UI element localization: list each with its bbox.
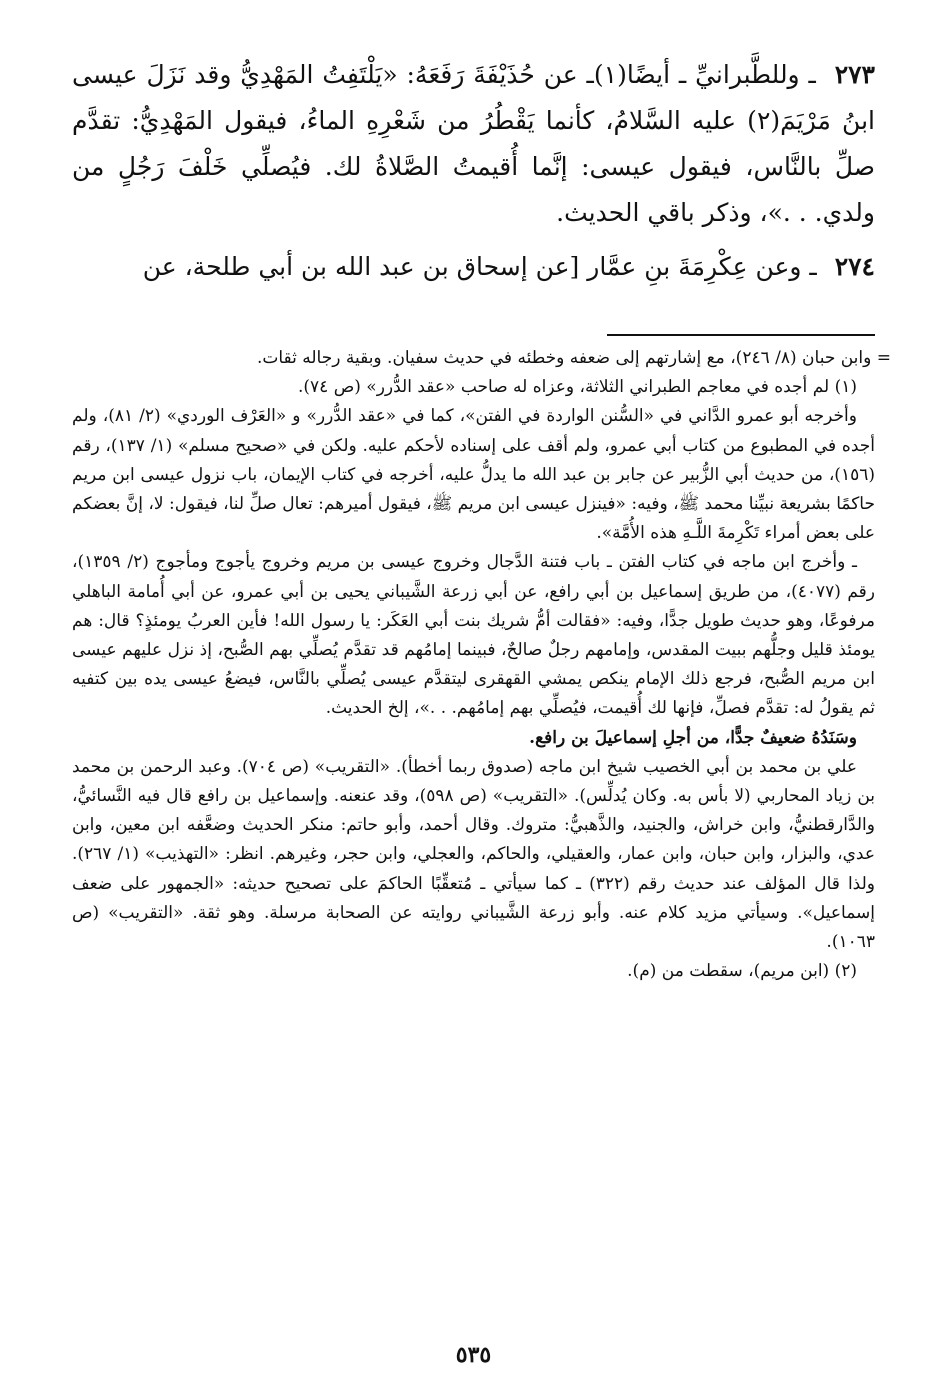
footnote-1: (١) لم أجده في معاجم الطبراني الثلاثة، وعزاه له صاحب «عقد الدُّرر» (ص ٧٤). [298,377,857,398]
hadith-number: ٢٧٣ [834,60,875,89]
hadith-273 [72,52,875,236]
footnote-1-paragraph: وأخرجه أبو عمرو الدَّاني في «السُّنن الواردة في الفتن»، كما في «عقد الدُّرر» و «العَرْف الوردي» (٢/ ٨١)، ولم أجده في المطبوع من كتاب أبي عمرو، ولم أقف على إسناده لأحكم عليه. ولكن في «صحيح مسلم» (١/ ١٣٧)، رقم (١٥٦)، من حديث أبي الزُّبير عن جابر بن عبد الله ما يدلُّ عليه، أخرجه في كتاب الإيمان، باب نزول عيسى ابن مريم حاكمًا بشريعة نبيِّنا محمد ﷺ، وفيه: «فينزل عيسى ابن مريم ﷺ، فيقول أميرهم: تعال صلِّ لنا، فيقول: لا، إنَّ بعضكم على بعض أمراء تَكْرِمةَ اللَّـهِ هذه الأُمَّة». [72,406,875,544]
book-page [72,52,891,1373]
footnotes [72,344,891,986]
footnote-1-paragraph: علي بن محمد بن أبي الخصيب شيخ ابن ماجه (صدوق ربما أخطأ). «التقريب» (ص ٧٠٤). وعبد الرحمن بن محمد بن زياد المحاربي (لا بأس به. وكان يُدلِّس). «التقريب» (ص ٥٩٨)، وقد عنعنه. وإسماعيل بن رافع قال فيه النَّسائيُّ، والدَّارقطنيُّ، وابن خراش، والجنيد، والذَّهبيُّ: متروك. وقال أحمد، وأبو حاتم: منكر الحديث وضعَّفه ابن معين، وابن عدي، والبزار، وابن حبان، وابن عمار، والعقيلي، والحاكم، والعجلي، وابن حجر، وغيرهم. انظر: «التهذيب» (١/ ٢٦٧). ولذا قال المؤلف عند حديث رقم (٣٢٢) ـ كما سيأتي ـ مُتعقِّبًا الحاكمَ على تصحيح حديثه: «الجمهور على ضعف إسماعيل». وسيأتي مزيد كلام عنه. وأبو زرعة الشَّيباني روايته عن الصحابة مرسلة. وهو ثقة. «التقريب» (ص ١٠٦٣). [72,756,875,953]
footnote-divider [607,334,875,336]
footnote-1-verdict: وسَنَدُهُ ضعيفٌ جدًّا، من أجلِ إسماعيلَ بن رافع. [529,727,857,748]
hadith-text: ـ وعن عِكْرِمَةَ بنِ عمَّار [عن إسحاق بن عبد الله بن أبي طلحة، عن [142,252,817,281]
hadith-number: ٢٧٤ [834,252,875,281]
hadith-274 [72,244,875,290]
footnote-continuation: = وابن حبان (٨/ ٢٤٦)، مع إشارتهم إلى ضعفه وخطئه في حديث سفيان. وبقية رجاله ثقات. [256,348,891,368]
page-number: ٥٣٥ [455,1342,492,1368]
footnote-1-paragraph: ـ وأخرج ابن ماجه في كتاب الفتن ـ باب فتنة الدَّجال وخروج عيسى بن مريم وخروج يأجوج ومأجوج (٢/ ١٣٥٩)، رقم (٤٠٧٧)، من طريق إسماعيل بن أبي رافع، عن أبي زرعة الشَّيباني يحيى بن أبي عمرو، عن أبي أُمامة الباهلي مرفوعًا، وهو حديث طويل جدًّا، وفيه: «فقالت أمُّ شريك بنت أبي العَكَر: يا رسول الله! فأين العربُ يومئذٍ؟ قال: هم يومئذ قليل وجلُّهم ببيت المقدس، وإمامهم رجلٌ صالحٌ، فبينما إمامُهم قد تقدَّم يُصلِّي بهم الصُّبح، إذ نزل عليهم عيسى ابن مريم الصُّبح، فرجع ذلك الإمام ينكص يمشي القهقرى ليتقدَّم عيسى يُصلِّي بالنَّاس، فيضعُ عيسى يده بين كتفيه ثم يقولُ له: تقدَّم فصلِّ، فإنها لك أُقيمت، فيُصلِّي بهم إمامُهم. . .»، إلخ الحديث. [72,552,875,719]
hadith-text: ـ وللطَّبرانيِّ ـ أيضًا(١)ـ عن حُذَيْفَةَ رَفَعَهُ: «يَلْتَفِتُ المَهْدِيُّ وقد نَزَلَ عيسى ابنُ مَرْيَمَ(٢) عليه السَّلامُ، كأنما يَقْطُرُ من شَعْرِهِ الماءُ، فيقول المَهْدِيُّ: تقدَّم صلِّ بالنَّاس، فيقول عيسى: إنَّما أُقيمتُ الصَّلاةُ لك. فيُصلِّي خَلْفَ رَجُلٍ من ولدي. . .»، وذكر باقي الحديث. [72,60,875,227]
main-text [72,52,875,290]
footnote-2: (٢) (ابن مريم)، سقطت من (م). [627,961,857,982]
